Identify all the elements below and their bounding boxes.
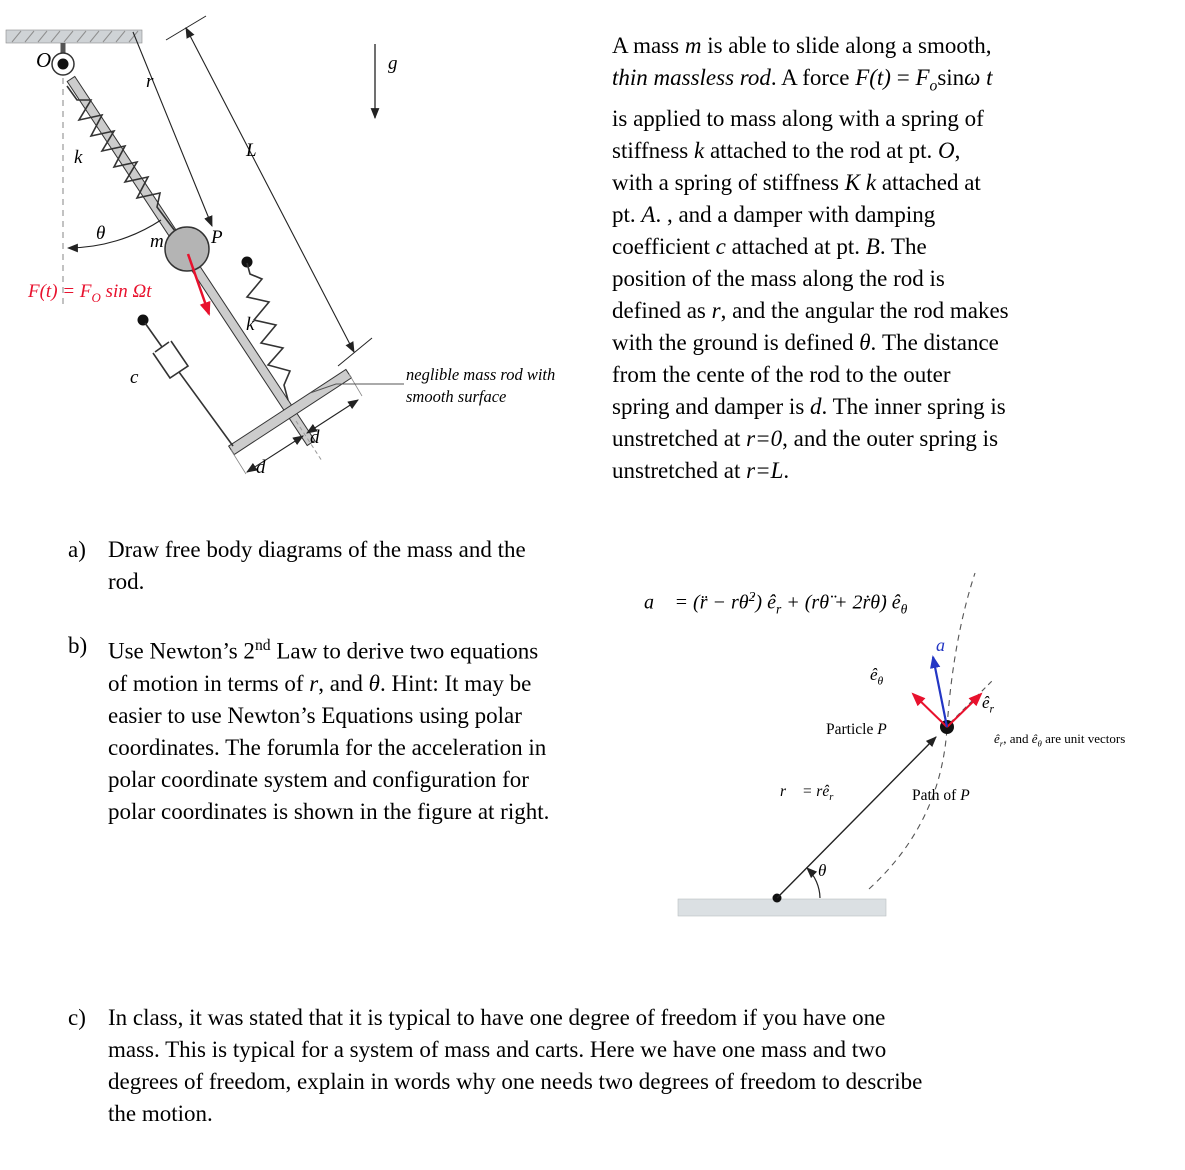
damper-symbol <box>145 323 233 446</box>
e-r-arrow <box>947 694 981 727</box>
pivot-pin <box>52 43 74 75</box>
problem-statement: A mass m is able to slide along a smooth, thin massless rod. A force $F(t) = F_o\sin\omega$ t is applied to mass along with a spring of stiffness k attached to the rod at pt. O, with a spring of stiffness K k attached at pt. A. , and a damper with damping coefficient c attached at pt. B. The position of the mass along the rod is defined as r, and the angular the rod makes with the ground is defined θ. The distance from the cente of the rod to the outer spring and damper is d. The inner spring is unstretched at r=0, and the outer spring is unstretched at r=L. <box>612 33 1009 483</box>
label-path-of-p: Path of P <box>912 787 970 804</box>
part-a-text: Draw free body diagrams of the mass and the rod. <box>108 537 526 594</box>
part-b-label: b) <box>68 633 88 658</box>
label-gravity-g: g <box>388 53 398 74</box>
theta-arc <box>68 220 161 248</box>
note-massless-rod-line1: neglible mass rod with <box>406 365 556 384</box>
polar-coordinates-diagram <box>678 573 994 916</box>
label-mass-m: m <box>150 231 164 252</box>
acceleration-formula: a⃗ = (r̈ − rθ̇$^2$) $ê_r$ + (rθ̈ + 2ṙθ̇) $ê_\theta$ <box>644 589 908 617</box>
label-d-lower: d <box>256 457 266 478</box>
radius-vector-line <box>777 737 936 898</box>
label-a-vector: a⃗ <box>936 635 960 655</box>
label-length-l: L <box>246 140 257 161</box>
label-outer-spring-k: k <box>246 314 255 335</box>
label-damper-c: c <box>130 367 139 388</box>
label-particle-p: Particle P <box>826 721 887 738</box>
mass-circle <box>165 227 209 271</box>
anchor-point-a <box>138 315 149 326</box>
label-point-p: P <box>211 227 223 248</box>
part-c-label: c) <box>68 1005 86 1030</box>
label-d-upper: d <box>310 427 320 448</box>
label-e-r: $ê_r$ <box>982 693 995 716</box>
wall-hatch <box>6 30 142 43</box>
label-origin-o: O <box>36 48 52 72</box>
note-massless-rod-line2: smooth surface <box>406 387 507 406</box>
label-e-theta: $ê_\theta$ <box>870 665 884 688</box>
part-a-label: a) <box>68 537 86 562</box>
l-dimension <box>166 16 372 366</box>
part-b-text: Use Newton’s 2nd Law to derive two equations of motion in terms of r, and θ. Hint: It may be easier to use Newton’s Equations using polar coordinates. The forumla for the acceleration in polar coordinate system and configuration for polar coordinates is shown in the figure at right. <box>108 637 550 824</box>
label-theta: θ <box>96 223 106 244</box>
label-inner-spring-k: k <box>74 147 83 168</box>
label-r-dim: r <box>146 71 154 92</box>
mechanical-system-diagram <box>6 16 404 474</box>
label-force-equation: $F(t) = F_O$ sin Ωt <box>28 281 152 305</box>
crossbar <box>229 370 352 455</box>
label-polar-theta: θ <box>818 861 827 880</box>
part-c-text: In class, it was stated that it is typical to have one degree of freedom if you have one mass. This is typical for a system of mass and carts. Here we have one mass and two degrees of freedom, explain in words why one needs two degrees of freedom to describe the motion. <box>108 1005 923 1126</box>
polar-ground <box>678 899 886 916</box>
label-r-vector-equation: r⃗ = $rê_r$ <box>780 783 834 804</box>
label-unit-vectors-note: $ê_r$, and $ê_\theta$ are unit vectors <box>994 731 1126 749</box>
